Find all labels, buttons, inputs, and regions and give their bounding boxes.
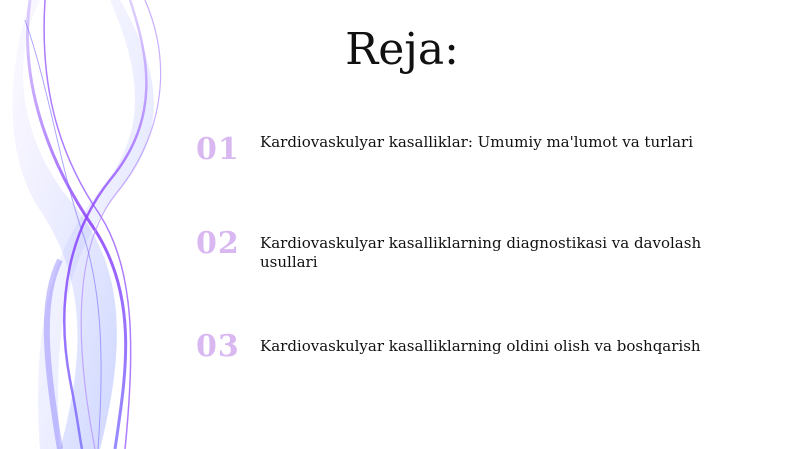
agenda-item-number: 02 bbox=[196, 226, 240, 261]
agenda-item-number: 03 bbox=[196, 329, 240, 364]
slide-title: Reja: bbox=[345, 24, 459, 75]
agenda-item-number: 01 bbox=[196, 132, 240, 167]
agenda-item-text: Kardiovaskulyar kasalliklarning oldini olish va boshqarish bbox=[260, 337, 701, 355]
agenda-item-text: Kardiovaskulyar kasalliklar: Umumiy ma'lumot va turlari bbox=[260, 133, 693, 151]
agenda-item bbox=[196, 130, 756, 190]
agenda-item-text: Kardiovaskulyar kasalliklarning diagnostikasi va davolash usullari bbox=[260, 234, 702, 271]
agenda-item bbox=[196, 224, 756, 284]
agenda-item bbox=[196, 327, 756, 387]
